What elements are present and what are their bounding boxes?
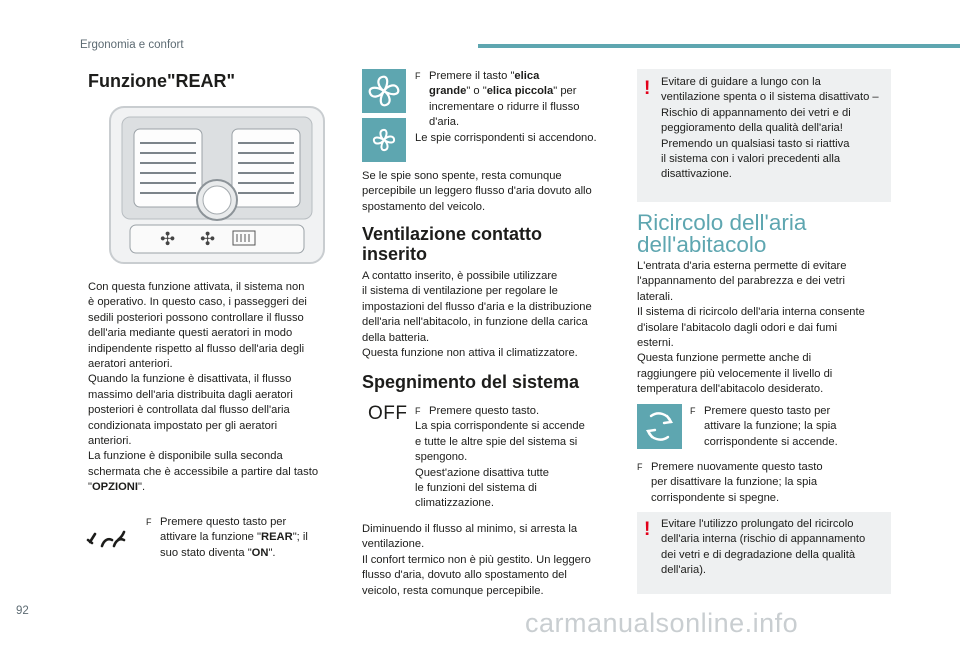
- section-header: Ergonomia e confort: [80, 39, 184, 51]
- off-button-label: OFF: [368, 403, 408, 424]
- svg-text:✣: ✣: [160, 229, 176, 250]
- header-bar: [478, 44, 960, 48]
- fan-note: Se le spie sono spente, resta comunque percepibile un leggero flusso d'aria dovuto allo spostamento del veicolo.: [362, 170, 592, 213]
- page-number: 92: [16, 605, 29, 617]
- rear-bullet: F Premere questo tasto per attivare la funzione "REAR"; il suo stato diventa "ON".: [146, 516, 308, 559]
- warning-icon: !: [644, 519, 651, 540]
- recirculation-icon: [637, 404, 682, 449]
- title-ricircolo: Ricircolo dell'aria dell'abitacolo: [637, 210, 807, 257]
- ventilation-description: A contatto inserito, è possibile utilizzare il sistema di ventilazione per regolare le impostazioni del flusso d'aria e la distribuzione dell'aria nell'abitacolo, in funzione della carica della batteria. Questa funzione non attiva il climatizzatore.: [362, 270, 592, 360]
- off-instructions: F Premere questo tasto. La spia corrispondente si accende e tutte le altre spie del sistema si spengono. Quest'azione disattiva tutte le funzioni del sistema di climatizzazione.: [415, 405, 585, 510]
- rear-function-description: Con questa funzione attivata, il sistema non è operativo. In questo caso, i passeggeri dei sedili posteriori possono controllare il flusso dell'aria mediante questi aeratori in modo indipendente rispetto al flusso dell'aria degli aeratori anteriori. Quando la funzione è disattivata, il flusso massimo dell'aria distribuita dagli aeratori posteriori è controllata dal flusso dell'aria condizionata impostato per gli aeratori anteriori. La funzione è disponibile sulla seconda schermata che è accessibile a partire dal tasto "OPZIONI".: [88, 281, 319, 494]
- recirculation-off-instructions: F Premere nuovamente questo tasto per disattivare la funzione; la spia corrispondente si spegne.: [637, 461, 823, 504]
- warning-box-ventilation: ! Evitare di guidare a lungo con la ventilazione spenta o il sistema disattivato – Rischio di appannamento dei vetri e di peggioramento della qualità dell'aria! Premendo un qualsiasi tasto si riattiva il sistema con i valori precedenti alla disattivazione.: [637, 69, 891, 202]
- watermark: carmanualsonline.info: [525, 608, 799, 638]
- svg-text:✣: ✣: [200, 229, 216, 250]
- warning-icon: !: [644, 78, 651, 99]
- off-note: Diminuendo il flusso al minimo, si arresta la ventilazione. Il confort termico non è più gestito. Un leggero flusso d'aria, dovuto allo spostamento del veicolo, resta comunque percepibile.: [362, 523, 591, 597]
- title-ventilazione: Ventilazione contatto inserito: [362, 224, 543, 264]
- fan-large-icon: [362, 69, 406, 113]
- warning-box-recirculation: ! Evitare l'utilizzo prolungato del ricircolo dell'aria interna (rischio di appannamento dei vetri e di degradazione della qualità dell'aria).: [637, 512, 891, 594]
- fan-instructions: F Premere il tasto "elica grande" o "elica piccola" per incrementare o ridurre il flusso d'aria. Le spie corrispondenti si accendono.: [415, 70, 597, 144]
- rear-panel-illustration: [108, 105, 326, 270]
- title-funzione-rear: Funzione"REAR": [88, 71, 236, 91]
- recirculation-on-instructions: F Premere questo tasto per attivare la funzione; la spia corrispondente si accende.: [690, 405, 838, 448]
- rear-vent-icon: [86, 528, 132, 555]
- title-spegnimento: Spegnimento del sistema: [362, 372, 580, 392]
- fan-small-icon: [362, 118, 406, 162]
- recirculation-description: L'entrata d'aria esterna permette di evitare l'appannamento del parabrezza e dei vetri laterali. Il sistema di ricircolo dell'aria interna consente d'isolare l'abitacolo dagli odori e dai fumi esterni. Questa funzione permette anche di raggiungere più velocemente il livello di temperatura dell'abitacolo desiderato.: [637, 260, 865, 396]
